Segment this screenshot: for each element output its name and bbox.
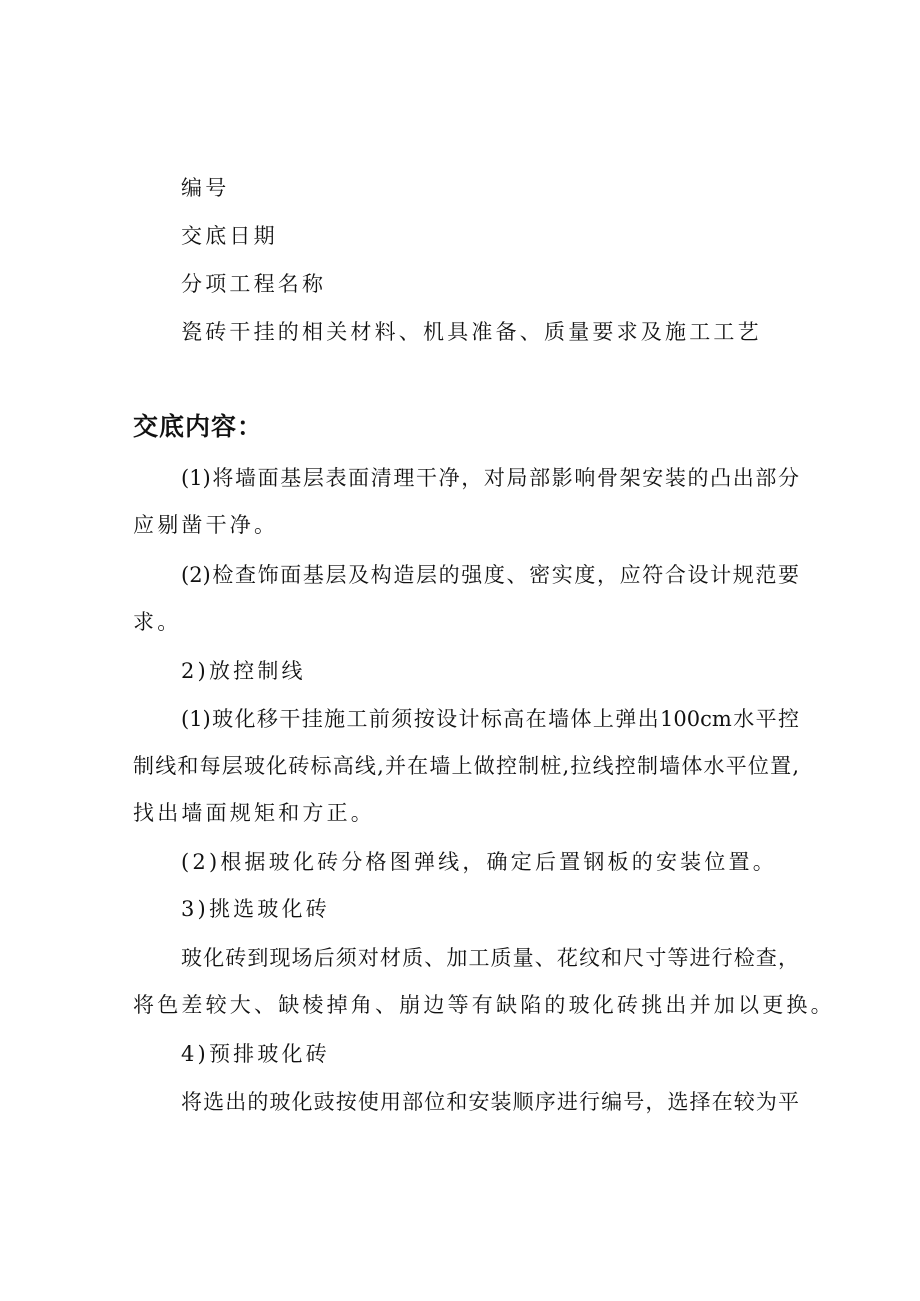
paragraph-5-line-1: 玻化砖到现场后须对材质、加工质量、花纹和尺寸等进行检查， [181, 946, 799, 970]
paragraph-3-line-3: 找出墙面规矩和方正。 [133, 801, 375, 825]
paragraph-4-line-1: (2)根据玻化砖分格图弹线，确定后置钢板的安装位置。 [181, 850, 777, 874]
paragraph-1-line-2: 应剔凿干净。 [133, 513, 279, 537]
paragraph-2-line-2: 求。 [133, 610, 182, 634]
content-heading: 交底内容： [133, 412, 264, 441]
section-4-title: 4)预排玻化砖 [181, 1042, 330, 1066]
date-label: 交底日期 [181, 224, 278, 248]
project-name: 瓷砖干挂的相关材料、机具准备、质量要求及施工工艺 [181, 320, 762, 344]
paragraph-3-line-1: (1)玻化移干挂施工前须按设计标高在墙体上弹出100cm水平控 [181, 707, 799, 731]
paragraph-3-line-2: 制线和每层玻化砖标高线,并在墙上做控制桩,拉线控制墙体水平位置, [133, 754, 799, 778]
paragraph-2-line-1: (2)检查饰面基层及构造层的强度、密实度，应符合设计规范要 [181, 563, 799, 587]
paragraph-1-line-1: (1)将墙面基层表面清理干净，对局部影响骨架安装的凸出部分 [181, 466, 799, 490]
number-label: 编号 [181, 176, 230, 200]
section-2-title: 2)放控制线 [181, 659, 306, 683]
section-3-title: 3)挑选玻化砖 [181, 897, 330, 921]
paragraph-6-line-1: 将选出的玻化豉按使用部位和安装顺序进行编号，选择在较为平 [181, 1090, 799, 1114]
project-label: 分项工程名称 [181, 272, 327, 296]
paragraph-5-line-2: 将色差较大、缺棱掉角、崩边等有缺陷的玻化砖挑出并加以更换。 [133, 993, 835, 1017]
